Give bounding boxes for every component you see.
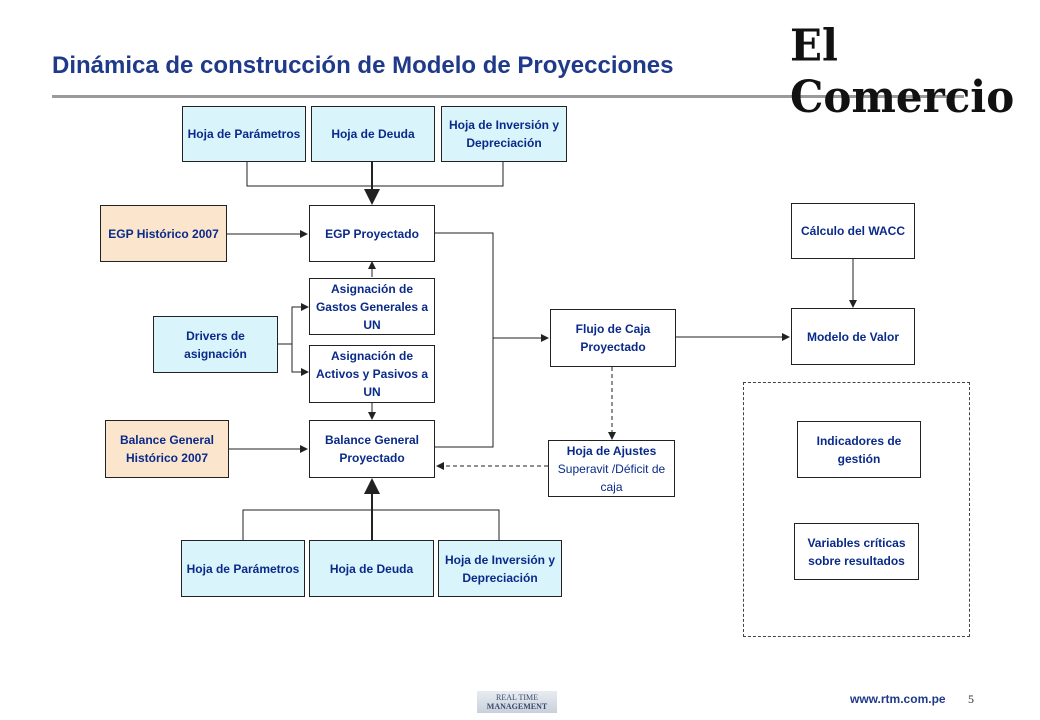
egp-projected-box: EGP Proyectado bbox=[309, 205, 435, 262]
balance-projected-box: Balance General Proyectado bbox=[309, 420, 435, 478]
page-number: 5 bbox=[968, 692, 974, 706]
rtm-logo-line2: MANAGEMENT bbox=[486, 702, 548, 711]
top-parameters-sheet: Hoja de Parámetros bbox=[182, 106, 306, 162]
adjustments-subtitle: Superavit /Déficit de caja bbox=[557, 461, 666, 494]
el-comercio-logo: El Comercio bbox=[790, 19, 1015, 123]
expense-allocation-box: Asignación de Gastos Generales a UN bbox=[309, 278, 435, 335]
balance-historic-box: Balance General Histórico 2007 bbox=[105, 420, 229, 478]
bottom-debt-sheet: Hoja de Deuda bbox=[309, 540, 434, 597]
top-investment-sheet: Hoja de Inversión y Depreciación bbox=[441, 106, 567, 162]
egp-historic-box: EGP Histórico 2007 bbox=[100, 205, 227, 262]
page-title: Dinámica de construcción de Modelo de Proyecciones bbox=[52, 52, 674, 79]
bottom-parameters-sheet: Hoja de Parámetros bbox=[181, 540, 305, 597]
top-debt-sheet: Hoja de Deuda bbox=[311, 106, 435, 162]
allocation-drivers-box: Drivers de asignación bbox=[153, 316, 278, 373]
cash-flow-box: Flujo de Caja Proyectado bbox=[550, 309, 676, 367]
asset-allocation-box: Asignación de Activos y Pasivos a UN bbox=[309, 345, 435, 403]
rtm-footer-logo bbox=[477, 691, 557, 713]
rtm-logo-line1: REAL TIME bbox=[496, 693, 538, 702]
footer-url: www.rtm.com.pe bbox=[850, 692, 946, 706]
bottom-investment-sheet: Hoja de Inversión y Depreciación bbox=[438, 540, 562, 597]
wacc-box: Cálculo del WACC bbox=[791, 203, 915, 259]
adjustments-sheet-box bbox=[548, 440, 675, 497]
adjustments-title: Hoja de Ajustes bbox=[566, 443, 657, 458]
value-model-box: Modelo de Valor bbox=[791, 308, 915, 365]
critical-variables-box: Variables críticas sobre resultados bbox=[794, 523, 919, 580]
management-indicators-box: Indicadores de gestión bbox=[797, 421, 921, 478]
